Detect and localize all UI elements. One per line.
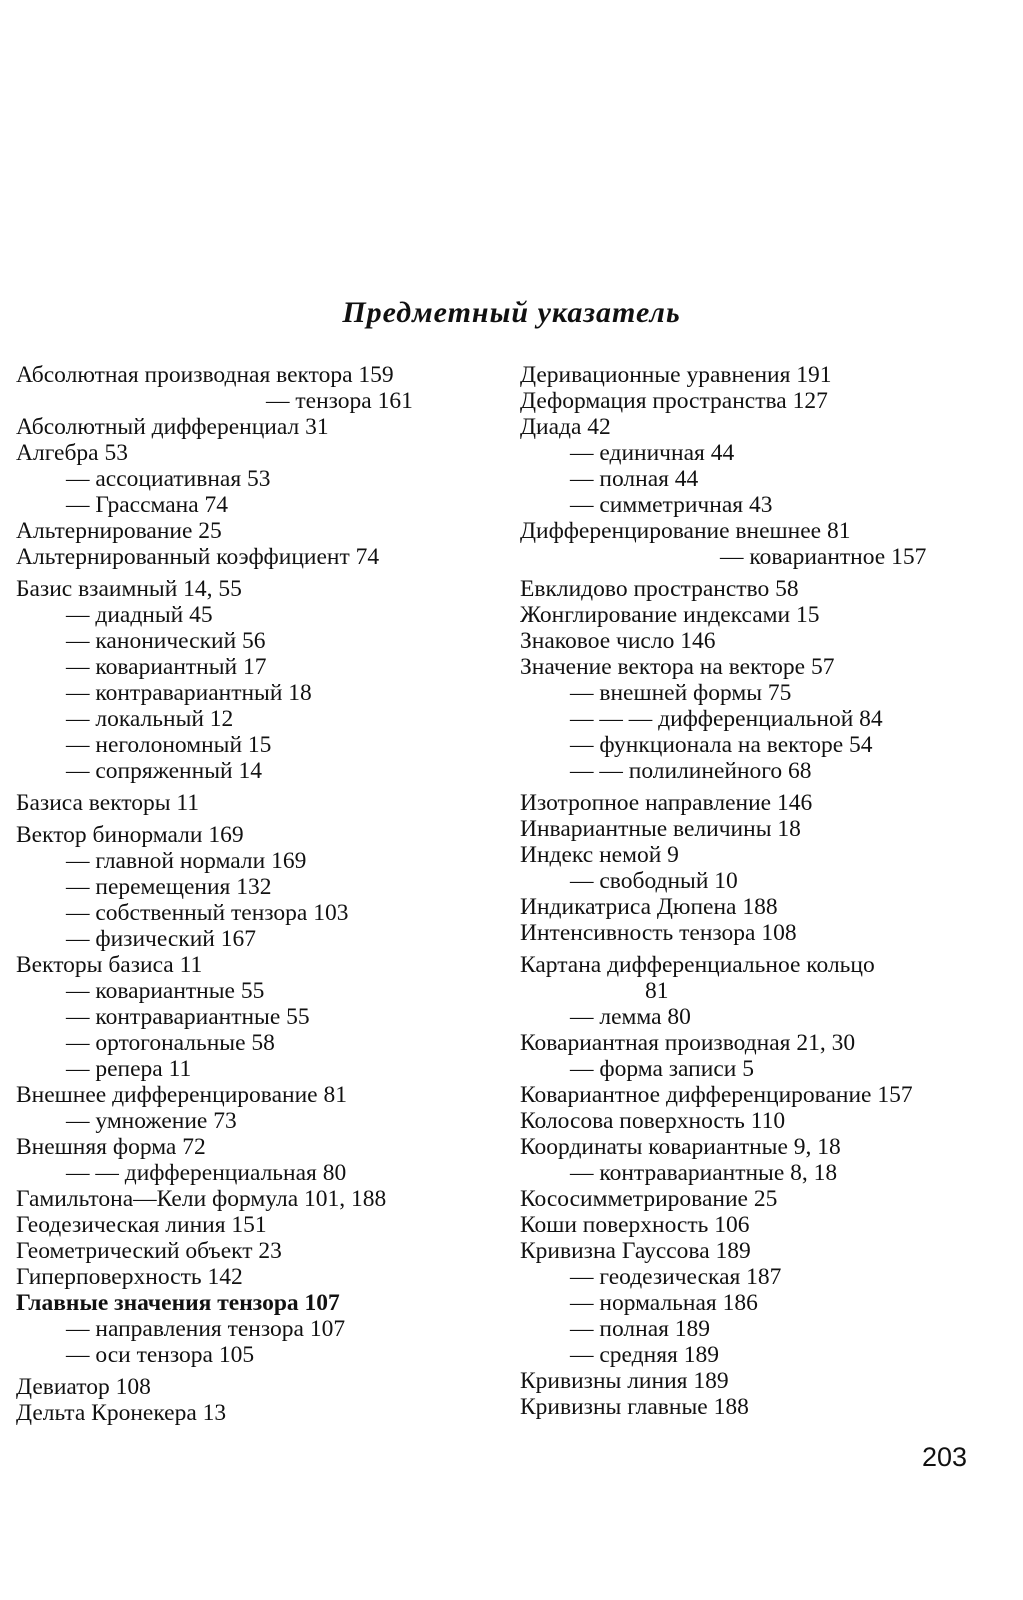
index-entry-text: Изотропное направление 146 <box>520 790 813 816</box>
index-subentry <box>16 1160 506 1186</box>
index-entry-text: — внешней формы 75 <box>570 680 792 706</box>
index-entry-text: Инвариантные величины 18 <box>520 816 801 842</box>
index-subentry <box>16 680 506 706</box>
index-subentry <box>520 466 1010 492</box>
index-entry <box>520 790 1010 816</box>
index-entry <box>520 952 1010 1004</box>
index-entry-text: Евклидово пространство 58 <box>520 576 799 602</box>
index-entry-text: Жонглирование индексами 15 <box>520 602 820 628</box>
index-entry <box>520 518 1010 544</box>
index-entry-text: — контравариантные 55 <box>66 1004 310 1030</box>
index-entry-text: Дельта Кронекера 13 <box>16 1400 227 1426</box>
index-subentry <box>520 544 1010 570</box>
index-subentry <box>520 1264 1010 1290</box>
index-entry-text: — оси тензора 105 <box>66 1342 255 1368</box>
index-subentry <box>16 848 506 874</box>
index-entry <box>520 602 1010 628</box>
index-entry-text: Геометрический объект 23 <box>16 1238 282 1264</box>
index-entry-text: — геодезическая 187 <box>570 1264 782 1290</box>
index-entry-text: Кососимметрирование 25 <box>520 1186 778 1212</box>
index-subentry <box>16 628 506 654</box>
index-entry-text: Базиса векторы 11 <box>16 790 200 816</box>
index-subentry <box>520 680 1010 706</box>
index-entry-text: — свободный 10 <box>570 868 738 894</box>
index-entry-text: Альтернирование 25 <box>16 518 222 544</box>
index-entry-text: — единичная 44 <box>570 440 735 466</box>
index-subentry <box>520 1290 1010 1316</box>
index-entry-text: — Грассмана 74 <box>66 492 229 518</box>
index-subentry <box>16 926 506 952</box>
index-subentry <box>16 706 506 732</box>
index-subentry <box>16 874 506 900</box>
index-entry-text: Коши поверхность 106 <box>520 1212 750 1238</box>
index-entry <box>16 576 506 602</box>
index-entry-text: — репера 11 <box>66 1056 192 1082</box>
index-subentry <box>16 1108 506 1134</box>
index-entry-text: Гиперповерхность 142 <box>16 1264 243 1290</box>
index-entry-text: Деривационные уравнения 191 <box>520 362 832 388</box>
index-entry <box>16 518 506 544</box>
index-entry-text: Дифференцирование внешнее 81 <box>520 518 851 544</box>
index-subentry <box>520 1056 1010 1082</box>
index-entry <box>16 790 506 816</box>
index-entry <box>520 1134 1010 1160</box>
index-entry-text: Внешнее дифференцирование 81 <box>16 1082 347 1108</box>
index-subentry <box>520 706 1010 732</box>
index-entry-text: Значение вектора на векторе 57 <box>520 654 835 680</box>
index-subentry <box>16 602 506 628</box>
index-entry-text: — контравариантные 8, 18 <box>570 1160 838 1186</box>
index-subentry <box>16 388 506 414</box>
index-entry-text: — умножение 73 <box>66 1108 237 1134</box>
index-entry-text: — главной нормали 169 <box>66 848 307 874</box>
index-entry <box>16 1212 506 1238</box>
index-entry-text: Кривизны линия 189 <box>520 1368 729 1394</box>
index-entry-text: Картана дифференциальное кольцо <box>520 952 875 978</box>
index-subentry <box>16 978 506 1004</box>
index-entry-text: — ковариантное 157 <box>720 544 927 570</box>
index-subentry <box>520 1316 1010 1342</box>
index-entry-text: Индикатриса Дюпена 188 <box>520 894 778 920</box>
index-entry-text: — ортогональные 58 <box>66 1030 275 1056</box>
index-entry-text: Ковариантное дифференцирование 157 <box>520 1082 913 1108</box>
index-entry <box>520 1238 1010 1264</box>
index-entry-text: — сопряженный 14 <box>66 758 262 784</box>
index-entry-text: Ковариантная производная 21, 30 <box>520 1030 856 1056</box>
index-entry <box>16 1238 506 1264</box>
index-entry-text: Алгебра 53 <box>16 440 128 466</box>
index-subentry <box>520 868 1010 894</box>
index-entry-text: Главные значения тензора 107 <box>16 1290 340 1316</box>
index-entry <box>520 654 1010 680</box>
index-entry-text: — полная 189 <box>570 1316 711 1342</box>
index-entry-text: Колосова поверхность 110 <box>520 1108 786 1134</box>
index-entry-text: — форма записи 5 <box>570 1056 754 1082</box>
index-entry <box>520 894 1010 920</box>
index-entry-text: Координаты ковариантные 9, 18 <box>520 1134 841 1160</box>
index-entry <box>520 1108 1010 1134</box>
index-subentry <box>16 1004 506 1030</box>
index-entry-text: — тензора 161 <box>266 388 413 414</box>
index-entry-text: — перемещения 132 <box>66 874 272 900</box>
index-entry <box>520 1030 1010 1056</box>
index-subentry <box>16 732 506 758</box>
index-subentry <box>520 1160 1010 1186</box>
index-entry <box>520 920 1010 946</box>
index-subentry <box>16 492 506 518</box>
index-entry-text: — нормальная 186 <box>570 1290 758 1316</box>
index-entry <box>520 1212 1010 1238</box>
index-subentry <box>520 1004 1010 1030</box>
index-entry-text: — локальный 12 <box>66 706 234 732</box>
index-column-left <box>16 362 506 1426</box>
index-entry-text: — полная 44 <box>570 466 699 492</box>
index-entry-text: — контравариантный 18 <box>66 680 312 706</box>
index-entry-text: Базис взаимный 14, 55 <box>16 576 242 602</box>
index-entry <box>16 1290 506 1316</box>
index-entry-text: — неголономный 15 <box>66 732 272 758</box>
index-entry <box>16 822 506 848</box>
index-entry-text: Гамильтона—Кели формула 101, 188 <box>16 1186 387 1212</box>
index-subentry <box>16 1316 506 1342</box>
index-entry-text: Альтернированный коэффициент 74 <box>16 544 380 570</box>
index-entry-text: Внешняя форма 72 <box>16 1134 206 1160</box>
index-entry-text: Деформация пространства 127 <box>520 388 828 414</box>
index-subentry <box>16 1030 506 1056</box>
index-entry <box>16 1186 506 1212</box>
index-entry-text: — собственный тензора 103 <box>66 900 349 926</box>
index-entry-text: Кривизна Гауссова 189 <box>520 1238 751 1264</box>
index-entry <box>520 1368 1010 1394</box>
index-entry-text: Абсолютный дифференциал 31 <box>16 414 329 440</box>
index-subentry <box>520 440 1010 466</box>
index-entry-text: — направления тензора 107 <box>66 1316 346 1342</box>
index-entry-text: Геодезическая линия 151 <box>16 1212 267 1238</box>
index-entry <box>520 628 1010 654</box>
index-entry-text: Знаковое число 146 <box>520 628 716 654</box>
index-entry-text: — — дифференциальная 80 <box>66 1160 347 1186</box>
index-entry-continuation: 81 <box>645 978 669 1004</box>
index-entry-text: — лемма 80 <box>570 1004 691 1030</box>
index-entry-text: — физический 167 <box>66 926 256 952</box>
index-entry <box>520 414 1010 440</box>
index-entry <box>16 952 506 978</box>
index-entry <box>520 362 1010 388</box>
index-entry <box>520 1394 1010 1420</box>
index-entry-text: Интенсивность тензора 108 <box>520 920 797 946</box>
index-entry-text: Диада 42 <box>520 414 611 440</box>
index-subentry <box>520 492 1010 518</box>
index-subentry <box>16 900 506 926</box>
index-entry-text: Абсолютная производная вектора 159 <box>16 362 394 388</box>
index-subentry <box>16 654 506 680</box>
index-entry-text: Векторы базиса 11 <box>16 952 203 978</box>
index-entry-text: — средняя 189 <box>570 1342 719 1368</box>
index-entry <box>16 1134 506 1160</box>
index-entry-text: — диадный 45 <box>66 602 213 628</box>
index-entry <box>520 842 1010 868</box>
index-entry-text: Вектор бинормали 169 <box>16 822 244 848</box>
index-entry-text: — ассоциативная 53 <box>66 466 271 492</box>
index-entry-text: — ковариантный 17 <box>66 654 267 680</box>
index-entry <box>16 362 506 388</box>
index-entry-text: Кривизны главные 188 <box>520 1394 749 1420</box>
index-entry <box>16 1400 506 1426</box>
index-column-right <box>520 362 1010 1420</box>
index-entry-text: Индекс немой 9 <box>520 842 679 868</box>
index-subentry <box>520 758 1010 784</box>
index-entry-text: — — — дифференциальной 84 <box>570 706 883 732</box>
page-title: Предметный указатель <box>342 296 681 329</box>
index-entry-text: Девиатор 108 <box>16 1374 151 1400</box>
index-entry <box>16 1264 506 1290</box>
index-entry-text: — — полилинейного 68 <box>570 758 812 784</box>
index-entry <box>520 576 1010 602</box>
index-subentry <box>16 1342 506 1368</box>
index-entry <box>16 440 506 466</box>
index-entry-text: — канонический 56 <box>66 628 266 654</box>
index-entry <box>520 388 1010 414</box>
index-entry <box>520 1186 1010 1212</box>
index-entry-text: — симметричная 43 <box>570 492 773 518</box>
index-entry <box>16 1082 506 1108</box>
index-entry <box>16 1374 506 1400</box>
index-subentry <box>16 466 506 492</box>
index-entry-text: — функционала на векторе 54 <box>570 732 873 758</box>
index-subentry <box>520 732 1010 758</box>
index-entry <box>520 816 1010 842</box>
index-entry <box>520 1082 1010 1108</box>
index-entry <box>16 414 506 440</box>
index-entry <box>16 544 506 570</box>
index-subentry <box>16 758 506 784</box>
index-subentry <box>520 1342 1010 1368</box>
index-entry-text: — ковариантные 55 <box>66 978 265 1004</box>
page-number: 203 <box>922 1442 968 1472</box>
index-subentry <box>16 1056 506 1082</box>
